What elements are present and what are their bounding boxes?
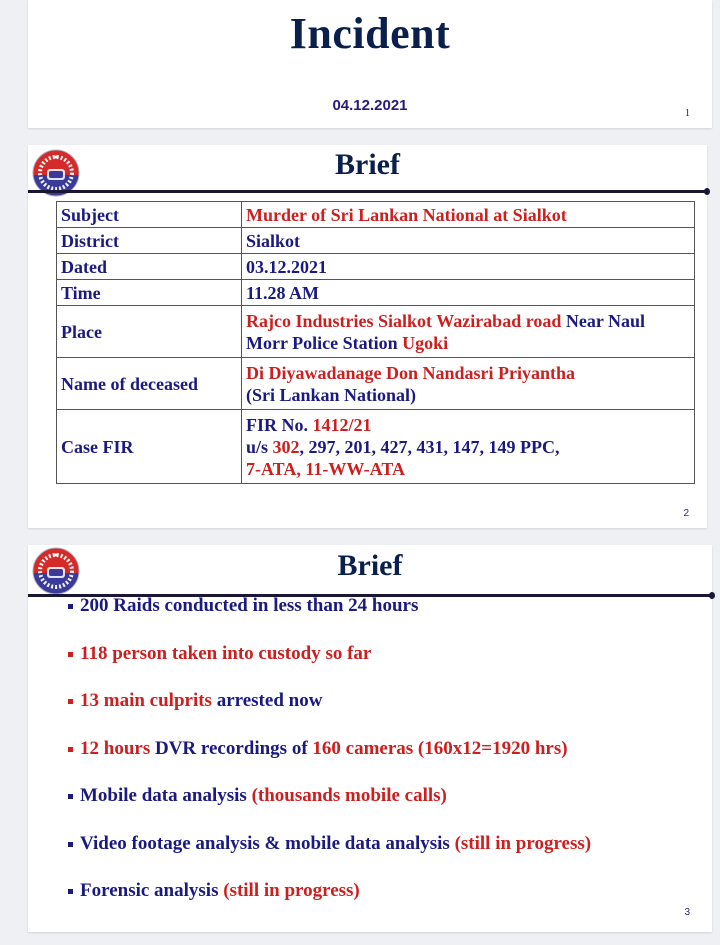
table-row <box>57 254 695 280</box>
point-text: Forensic analysis <box>80 880 224 901</box>
point-text: DVR recordings of <box>150 737 313 759</box>
row-label: Dated <box>57 254 242 280</box>
row-label: Time <box>57 280 242 306</box>
point-text: arrested now <box>211 690 323 711</box>
table-row <box>57 202 695 228</box>
title-divider <box>28 190 707 193</box>
point-text: Video footage analysis & mobile data analysis <box>80 832 455 854</box>
slide-title: Incident <box>289 9 451 58</box>
point-text: 160 cameras (160x12=1920 hrs) <box>312 737 568 759</box>
list-item <box>68 643 591 691</box>
table-row <box>57 358 695 410</box>
list-item <box>68 833 591 881</box>
page-number: 2 <box>683 508 689 519</box>
bullet-list <box>68 595 591 928</box>
list-item <box>68 785 591 833</box>
value-text: , 297, 201, 427, 431, 147, 149 PPC, <box>299 436 560 457</box>
row-label: District <box>57 228 242 254</box>
page-number: 1 <box>685 108 690 119</box>
point-text: 12 hours <box>80 737 151 759</box>
list-item <box>68 690 591 738</box>
value-text: Near Naul Morr Police Station <box>246 310 646 353</box>
value-text: 11.28 AM <box>246 282 320 303</box>
value-text: 03.12.2021 <box>246 256 327 277</box>
slide-title: Brief <box>335 148 400 181</box>
point-text: (thousands mobile calls) <box>251 785 447 806</box>
value-text: Murder of Sri Lankan National at Sialkot <box>246 204 567 225</box>
point-text: (still in progress) <box>223 880 360 901</box>
value-text: Sialkot <box>246 230 301 251</box>
row-label: Place <box>57 306 242 358</box>
value-text: 1412/21 <box>312 414 372 435</box>
value-text: Di Diyawadanage Don Nandasri Priyantha <box>246 362 576 383</box>
row-value <box>242 202 695 228</box>
point-text: (still in progress) <box>454 832 592 854</box>
value-text: FIR No. <box>246 414 313 435</box>
point-text: 200 Raids conducted in less than 24 hours <box>80 595 419 616</box>
value-text: 7-ATA, 11-WW-ATA <box>246 458 405 479</box>
table-row <box>57 306 695 358</box>
value-text: u/s <box>246 436 273 457</box>
value-text: Rajco Industries Sialkot Wazirabad road <box>246 310 562 331</box>
row-label: Subject <box>57 202 242 228</box>
row-value <box>242 410 695 484</box>
list-item <box>68 738 591 786</box>
point-text: 13 main culprits <box>80 690 212 711</box>
value-text: 302 <box>272 436 300 457</box>
row-label: Case FIR <box>57 410 242 484</box>
row-value <box>242 306 695 358</box>
table-row <box>57 228 695 254</box>
slide-date: 04.12.2021 <box>332 97 408 114</box>
incident-table <box>56 201 695 484</box>
slide-2 <box>28 145 707 528</box>
slide-title: Brief <box>337 549 403 582</box>
point-text: Mobile data analysis <box>80 785 252 806</box>
value-text: (Sri Lankan National) <box>246 384 417 405</box>
row-value <box>242 358 695 410</box>
list-item <box>68 880 591 928</box>
table-row <box>57 280 695 306</box>
value-text: Ugoki <box>402 332 449 353</box>
list-item <box>68 595 591 643</box>
row-value <box>242 254 695 280</box>
page-number: 3 <box>684 907 690 918</box>
row-value <box>242 228 695 254</box>
table-row <box>57 410 695 484</box>
slide-3 <box>28 545 712 932</box>
point-text: 118 person taken into custody so far <box>80 642 372 664</box>
row-label: Name of deceased <box>57 358 242 410</box>
slide-1 <box>28 0 712 128</box>
row-value <box>242 280 695 306</box>
